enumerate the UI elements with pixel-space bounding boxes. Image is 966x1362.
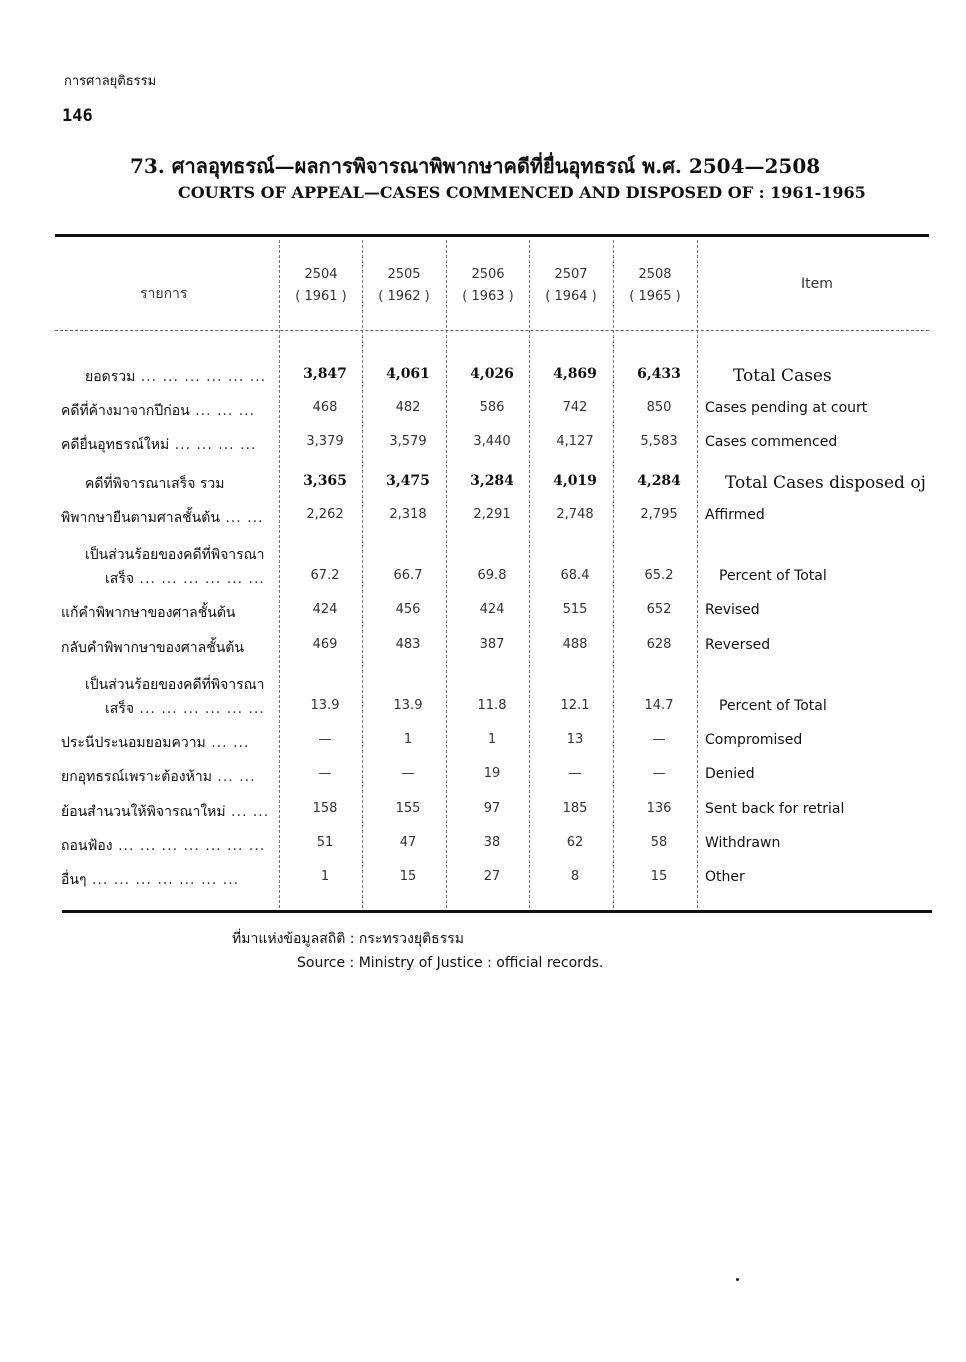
cell-value: — — [652, 766, 666, 781]
year-ce: ( 1963 ) — [462, 289, 514, 304]
row-label-thai: ยอดรวม ... ... ... ... ... ... — [85, 369, 267, 385]
cell-value: 12.1 — [560, 698, 590, 713]
row-label-thai: กลับคำพิพากษาของศาลชั้นต้น — [61, 640, 244, 656]
column-divider — [697, 240, 698, 908]
row-label-thai: อื่นๆ ... ... ... ... ... ... ... — [61, 872, 240, 888]
year-be: 2506 — [471, 267, 505, 282]
cell-value: 14.7 — [644, 698, 674, 713]
running-head: การศาลยุติธรรม — [64, 74, 157, 89]
cell-value: 2,262 — [306, 507, 344, 522]
cell-value: 65.2 — [644, 568, 674, 583]
row-label-english: Revised — [705, 602, 760, 618]
cell-value: 67.2 — [310, 568, 340, 583]
header-item-thai: รายการ — [140, 286, 188, 302]
cell-value: 4,019 — [553, 473, 597, 489]
cell-value: 2,795 — [640, 507, 678, 522]
row-label-thai: แก้คำพิพากษาของศาลชั้นต้น — [61, 605, 236, 621]
year-ce: ( 1964 ) — [545, 289, 597, 304]
year-be: 2504 — [304, 267, 338, 282]
row-label-english: Cases pending at court — [705, 400, 868, 416]
source-note-english: Source : Ministry of Justice : official records. — [297, 955, 604, 971]
cell-value: 4,869 — [553, 366, 597, 382]
cell-value: 15 — [399, 869, 417, 884]
cell-value: 38 — [483, 835, 501, 850]
row-label-thai: เป็นส่วนร้อยของคดีที่พิจารณา — [85, 677, 265, 693]
header-year-2506 — [450, 264, 526, 308]
cell-value: 185 — [562, 801, 588, 816]
row-label-english: Reversed — [705, 637, 771, 653]
year-be: 2507 — [554, 267, 588, 282]
cell-value: — — [401, 766, 415, 781]
row-label-english: Affirmed — [705, 507, 765, 523]
header-year-2504 — [283, 264, 359, 308]
cell-value: 6,433 — [637, 366, 681, 382]
row-label-thai: ยกอุทธรณ์เพราะต้องห้าม ... ... — [61, 769, 256, 785]
cell-value: 4,061 — [386, 366, 430, 382]
cell-value: 3,847 — [303, 366, 347, 382]
cell-value: 11.8 — [477, 698, 507, 713]
header-year-2507 — [533, 264, 609, 308]
cell-value: 3,440 — [473, 434, 511, 449]
table-title-english: COURTS OF APPEAL—CASES COMMENCED AND DISPOSED OF : 1961-1965 — [178, 183, 866, 202]
cell-value: — — [318, 732, 332, 747]
row-label-english: Denied — [705, 766, 755, 782]
cell-value: 424 — [479, 602, 505, 617]
year-ce: ( 1962 ) — [378, 289, 430, 304]
cell-value: 8 — [570, 869, 580, 884]
cell-value: 3,379 — [306, 434, 344, 449]
cell-value: 66.7 — [393, 568, 423, 583]
cell-value: 136 — [646, 801, 672, 816]
row-label-thai: ประนีประนอมยอมความ ... ... — [61, 735, 250, 751]
cell-value: 469 — [312, 637, 338, 652]
cell-value: 27 — [483, 869, 501, 884]
cell-value: 1 — [403, 732, 413, 747]
cell-value: 5,583 — [640, 434, 678, 449]
cell-value: 4,284 — [637, 473, 681, 489]
cell-value: 62 — [566, 835, 584, 850]
column-divider — [279, 240, 280, 908]
row-label-english: Total Cases — [733, 366, 832, 386]
cell-value: 4,026 — [470, 366, 514, 382]
header-year-2505 — [366, 264, 442, 308]
cell-value: 15 — [650, 869, 668, 884]
year-ce: ( 1965 ) — [629, 289, 681, 304]
cell-value: — — [318, 766, 332, 781]
cell-value: 69.8 — [477, 568, 507, 583]
row-label-english: Percent of Total — [719, 568, 827, 584]
cell-value: 468 — [312, 400, 338, 415]
cell-value: 488 — [562, 637, 588, 652]
year-ce: ( 1961 ) — [295, 289, 347, 304]
row-label-thai-continued: เสร็จ ... ... ... ... ... ... — [105, 571, 265, 587]
row-label-english: Percent of Total — [719, 698, 827, 714]
top-rule — [55, 234, 929, 237]
cell-value: 628 — [646, 637, 672, 652]
page-number: 146 — [62, 106, 93, 126]
column-divider — [446, 240, 447, 908]
cell-value: 47 — [399, 835, 417, 850]
cell-value: 2,291 — [473, 507, 511, 522]
header-item-english: Item — [801, 276, 833, 292]
row-label-thai-continued: เสร็จ ... ... ... ... ... ... — [105, 701, 265, 717]
cell-value: 652 — [646, 602, 672, 617]
cell-value: 4,127 — [556, 434, 594, 449]
cell-value: 3,579 — [389, 434, 427, 449]
row-label-thai: พิพากษายืนตามศาลชั้นต้น ... ... — [61, 510, 264, 526]
column-divider — [613, 240, 614, 908]
cell-value: 58 — [650, 835, 668, 850]
cell-value: 3,284 — [470, 473, 514, 489]
cell-value: 155 — [395, 801, 421, 816]
cell-value: 456 — [395, 602, 421, 617]
row-label-thai: เป็นส่วนร้อยของคดีที่พิจารณา — [85, 547, 265, 563]
table-title-thai: 73. ศาลอุทธรณ์—ผลการพิจารณาพิพากษาคดีที่ยื่นอุทธรณ์ พ.ศ. 2504—2508 — [130, 154, 821, 178]
cell-value: 68.4 — [560, 568, 590, 583]
row-label-thai: คดีที่พิจารณาเสร็จ รวม — [85, 476, 225, 492]
source-note-thai: ที่มาแห่งข้อมูลสถิติ : กระทรวงยุติธรรม — [232, 931, 464, 947]
row-label-english: Sent back for retrial — [705, 801, 845, 817]
row-label-english: Total Cases disposed oj — [725, 473, 926, 493]
year-be: 2508 — [638, 267, 672, 282]
row-label-english: Withdrawn — [705, 835, 781, 851]
row-label-english: Cases commenced — [705, 434, 838, 450]
row-label-thai: ถอนฟ้อง ... ... ... ... ... ... ... — [61, 838, 266, 854]
cell-value: 13.9 — [393, 698, 423, 713]
cell-value: 482 — [395, 400, 421, 415]
cell-value: 2,748 — [556, 507, 594, 522]
cell-value: 1 — [487, 732, 497, 747]
row-label-thai: ย้อนสำนวนให้พิจารณาใหม่ ... ... — [61, 804, 270, 820]
cell-value: 387 — [479, 637, 505, 652]
cell-value: 158 — [312, 801, 338, 816]
cell-value: 3,365 — [303, 473, 347, 489]
row-label-thai: คดียื่นอุทธรณ์ใหม่ ... ... ... ... — [61, 437, 257, 453]
header-rule — [55, 330, 929, 331]
year-be: 2505 — [387, 267, 421, 282]
cell-value: 13.9 — [310, 698, 340, 713]
row-label-english: Other — [705, 869, 745, 885]
cell-value: 2,318 — [389, 507, 427, 522]
cell-value: 97 — [483, 801, 501, 816]
cell-value: 424 — [312, 602, 338, 617]
row-label-english: Compromised — [705, 732, 803, 748]
cell-value: 742 — [562, 400, 588, 415]
cell-value: 515 — [562, 602, 588, 617]
cell-value: 51 — [316, 835, 334, 850]
stray-mark — [736, 1278, 739, 1281]
cell-value: 850 — [646, 400, 672, 415]
bottom-rule — [62, 910, 932, 913]
cell-value: 483 — [395, 637, 421, 652]
row-label-thai: คดีที่ค้างมาจากปีก่อน ... ... ... — [61, 403, 256, 419]
cell-value: 19 — [483, 766, 501, 781]
cell-value: — — [652, 732, 666, 747]
cell-value: 13 — [566, 732, 584, 747]
cell-value: 1 — [320, 869, 330, 884]
cell-value: 586 — [479, 400, 505, 415]
cell-value: — — [568, 766, 582, 781]
cell-value: 3,475 — [386, 473, 430, 489]
header-year-2508 — [617, 264, 693, 308]
